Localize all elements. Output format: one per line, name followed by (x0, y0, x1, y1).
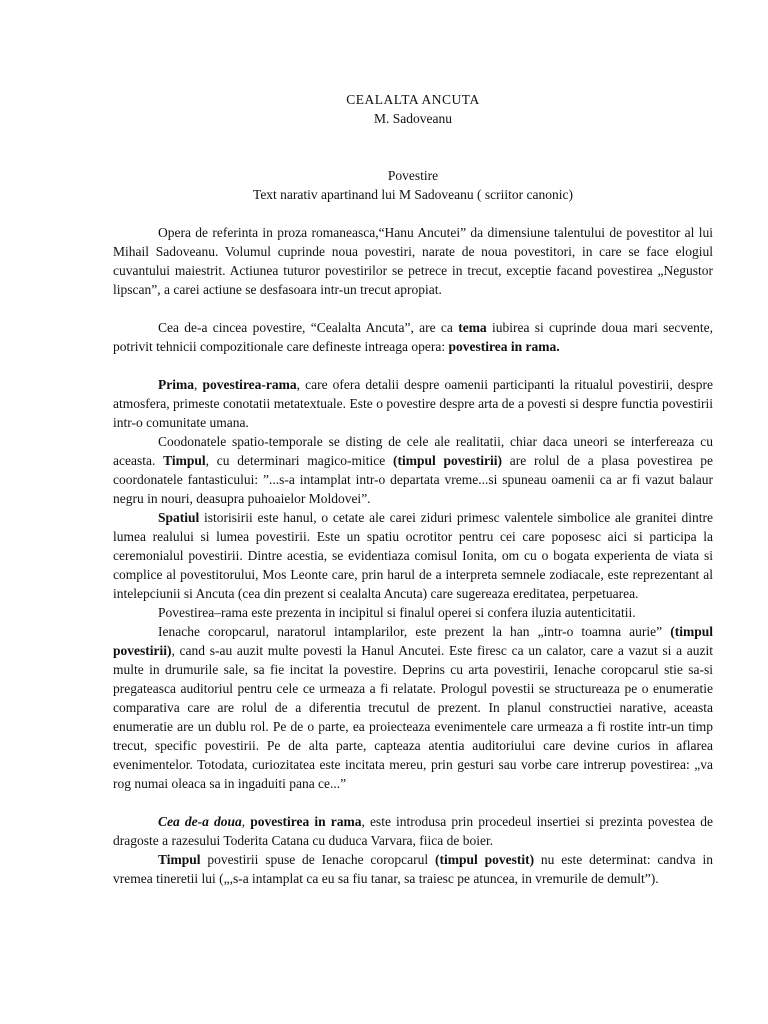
paragraph-a-doua (113, 812, 713, 850)
coord-text: are rolul de a plasa povestirea pe coordonatele fantasticului: ”...s-a intamplat intr-o departata vreme...si spuneau oamenii ca ar fi vazut balaur negru in nouri, deasupra puhoaielor Moldovei”. (113, 453, 714, 506)
ienache-keyword: (timpul povestirii) (113, 624, 713, 658)
spatiu-keyword: Spatiul (158, 510, 200, 525)
adoua-text: , este introdusa prin procedeul insertiei si prezinta povestea de dragoste a razesului Toderita Catana cu duduca Varvara, fiica de boier. (113, 814, 713, 848)
document-author: M. Sadoveanu (374, 111, 452, 126)
document-title: CEALALTA ANCUTA (346, 92, 480, 107)
paragraph-prima (113, 375, 713, 432)
adoua-keyword: povestirea in rama (250, 814, 362, 829)
paragraph-rama: Povestirea–rama este prezenta in incipitul si finalul operei si confera iluzia autenticitatii. (158, 605, 636, 620)
spatiu-text: istorisirii este hanul, o cetate ale carei ziduri primesc valentele simbolice ale granitei dintre lumea realului si lumea povestirii. Este un spatiu ocrotitor pentru cei care poposesc aici si participa la ceremonialul povestirii. Dintre acestia, se evidentiaza comisul Ionita, om cu o bogata experienta de viata si complice al povestitorului, Mos Leonte care, prin harul de a interpreta semnele zodiacale, este reprezentant al intelepciunii si Ancuta (cea din prezent si cealalta Ancuta) care sugereaza ereditatea, perpetuarea. (113, 510, 713, 601)
tema-keyword: povestirea in rama. (448, 339, 560, 354)
tema-text: iubirea si cuprinde doua mari secvente, potrivit tehnicii compozitionale care defineste intreaga opera: (113, 320, 713, 354)
paragraph-intro: Opera de referinta in proza romaneasca,“Hanu Ancutei” da dimensiune talentului de povestitor al lui Mihail Sadoveanu. Volumul cuprinde noua povestiri, narate de noua povestitori, in care se face elogiul cuvantului maiestrit. Actiunea tuturor povestirilor se petrece in trecut, exceptie facand povestirea „Negustor lipscan”, a carei actiune se desfasoara intr-un trecut apropiat. (113, 225, 713, 297)
prima-keyword: povestirea-rama (202, 377, 297, 392)
coord-text: Coodonatele spatio-temporale se disting de cele ale realitatii, chiar daca uneori se interfereaza cu aceasta. (113, 434, 713, 468)
document-genre: Povestire (387, 168, 439, 183)
spacer (113, 147, 713, 166)
tema-keyword: tema (458, 320, 487, 335)
paragraph-tema (113, 318, 713, 356)
prima-keyword: Prima (158, 377, 194, 392)
document-subtitle: Text narativ apartinand lui M Sadoveanu ( scriitor canonic) (253, 187, 573, 202)
coord-keyword: Timpul (163, 453, 206, 468)
timp2-keyword: (timpul povestit) (435, 852, 535, 867)
adoua-italic: Cea de-a doua (158, 814, 242, 829)
prima-text: , (194, 377, 203, 392)
spacer (113, 793, 713, 812)
ienache-text: Ienache coropcarul, naratorul intamplarilor, este prezent la han „intr-o toamna aurie” (158, 624, 671, 639)
adoua-keyword (158, 814, 242, 829)
timp2-text: povestirii spuse de Ienache coropcarul (200, 852, 435, 867)
spacer (113, 128, 713, 147)
spacer (113, 299, 713, 318)
coord-keyword: (timpul povestirii) (393, 453, 503, 468)
paragraph-coordonate (113, 432, 713, 508)
tema-text: Cea de-a cincea povestire, “Cealalta Ancuta”, are ca (158, 320, 459, 335)
paragraph-ienache (113, 622, 713, 793)
document-page (113, 90, 713, 888)
prima-text: , care ofera detalii despre oamenii participanti la ritualul povestirii, despre atmosfera, primeste conotatii metatextuale. Este o povestire despre arta de a povesti si despre functia povestirii intr-o comunitate umana. (113, 377, 714, 430)
adoua-text: , (241, 814, 251, 829)
paragraph-timpul-povestit (113, 850, 713, 888)
paragraph-spatiul (113, 508, 713, 603)
spacer (113, 204, 713, 223)
ienache-text: , cand s-au auzit multe povesti la Hanul Ancutei. Este firesc ca un calator, care a vazut si a auzit multe in drumurile sale, sa fie incitat la povestire. Deprins cu arta povestirii, Ienache coropcarul stie sa-si pregateasca auditoriul pentru cele ce urmeaza a fi relatate. Prologul povestii se structureaza pe o enumeratie comparativa care are rolul de a diferentia trecutul de prezent. In planul constructiei narative, aceasta enumeratie are un dublu rol. Pe de o parte, ea proiecteaza evenimentele care urmeaza a fi rostite intr-un timp trecut, specific povestirii. Pe de alta parte, capteaza atentia auditoriului care devine curios in aflarea evenimentelor. Totodata, curiozitatea este incitata mereu, prin gesturi sau vorbe care intrerup povestirea: „va rog numai oleaca sa in ingaduiti pana ce...” (113, 643, 713, 791)
timp2-text: nu este determinat: candva in vremea tineretii lui („,s-a intamplat ca eu sa fiu tanar, sa traiesc pe atuncea, in vremurile de demult”). (113, 852, 713, 886)
spacer (113, 356, 713, 375)
coord-text: , cu determinari magico-mitice (205, 453, 393, 468)
timp2-keyword: Timpul (158, 852, 201, 867)
